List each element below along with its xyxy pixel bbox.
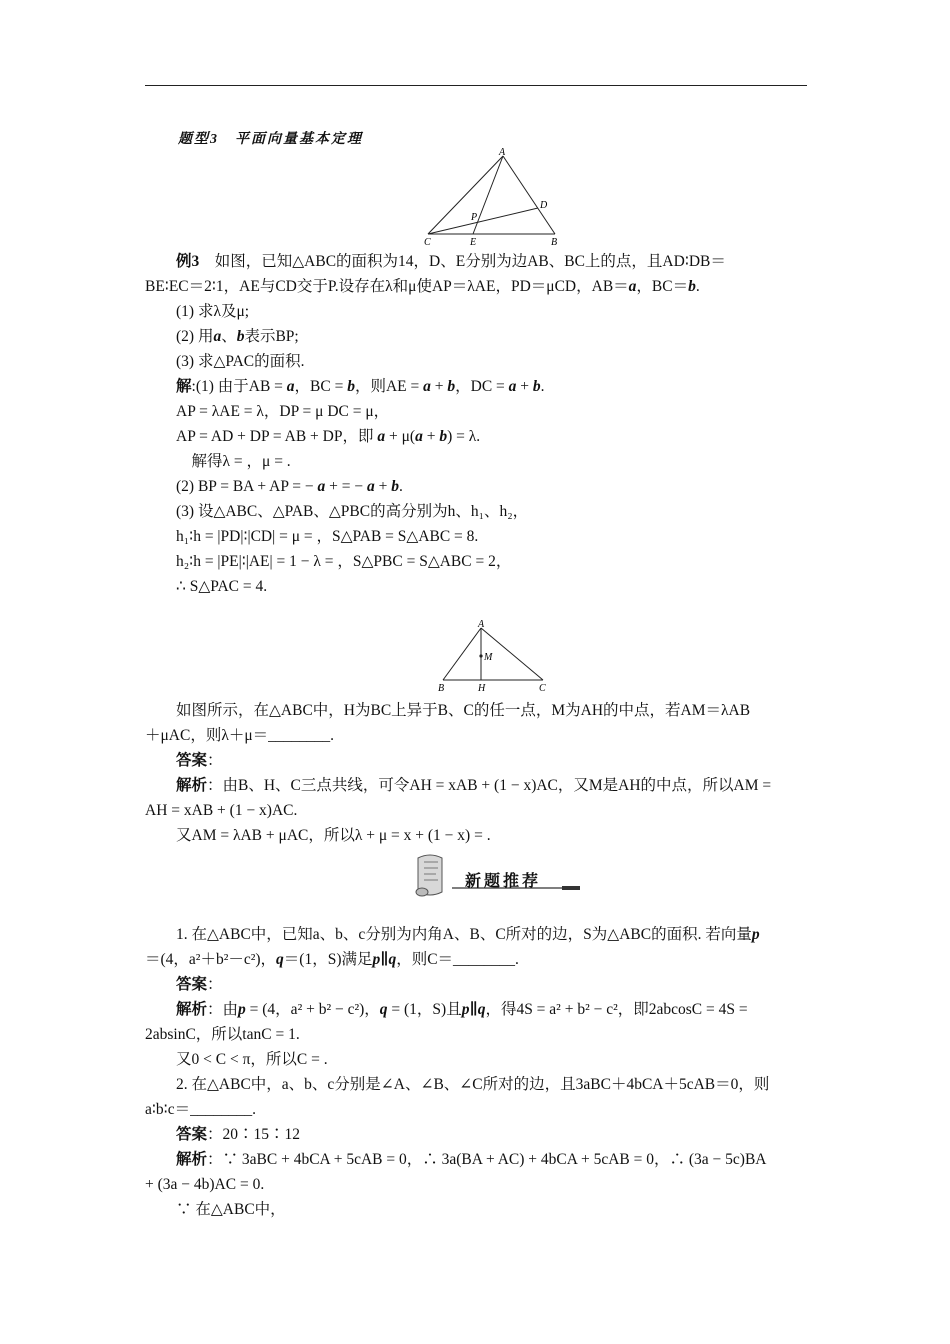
label-M: M [484, 652, 493, 663]
triangle-figure-1 [420, 146, 565, 250]
solution-line7: h₁∶h = |PD|∶|CD| = μ = ，S△PAB = S△ABC = 8. [176, 528, 479, 545]
new1-analysis-line2: 2absinC，所以tanC = 1. [145, 1026, 300, 1043]
question-2: (2) 用a、b表示BP; [176, 328, 299, 345]
label-A2: A [478, 619, 485, 630]
problem2-line1: 如图所示，在△ABC中，H为BC上异于B、C的任一点，M为AH的中点，若AM＝λAB [176, 702, 751, 719]
label-D: D [540, 200, 548, 211]
problem2-analysis-line3: 又AM = λAB + μAC，所以λ + μ = x + (1 − x) = . [176, 827, 491, 844]
label-C2: C [539, 683, 546, 694]
question-1: (1) 求λ及μ; [176, 303, 250, 320]
new2-answer: 答案：20∶15∶12 [176, 1126, 301, 1143]
new1-line2: ＝(4，a²＋b²－c²)，q＝(1，S)满足p∥q，则C＝________. [145, 951, 519, 968]
solution-line1: 解:(1) 由于AB = a，BC = b，则AE = a + b，DC = a + b. [176, 378, 545, 395]
new2-line2: a∶b∶c＝________. [145, 1101, 256, 1118]
problem2-line2: ＋μAC，则λ＋μ＝________. [145, 727, 335, 744]
solution-line2: AP = λAE = λ，DP = μ DC = μ， [176, 403, 390, 420]
new1-analysis-line3: 又0 < C < π，所以C = . [176, 1051, 328, 1068]
section-heading: 题型3 平面向量基本定理 [178, 132, 363, 147]
banner-title: 新题推荐 [465, 871, 542, 890]
new2-line1: 2. 在△ABC中，a、b、c分别是∠A、∠B、∠C所对的边，且3aBC＋4bCA＋5cAB＝0，则 [176, 1076, 770, 1093]
new2-analysis-line3: ∵ 在△ABC中， [176, 1201, 286, 1218]
label-P: P [471, 212, 478, 223]
solution-line5: (2) BP = BA + AP = − a + = − a + b. [176, 478, 403, 495]
new1-answer: 答案： [176, 976, 223, 993]
solution-line6: (3) 设△ABC、△PAB、△PBC的高分别为h、h₁、h₂， [176, 503, 529, 520]
new1-line1: 1. 在△ABC中，已知a、b、c分别为内角A、B、C所对的边，S为△ABC的面积. 若向量p [176, 926, 760, 943]
example3-line2: BE∶EC＝2∶1，AE与CD交于P.设存在λ和μ使AP＝λAE，PD＝μCD，AB＝a，BC＝b. [145, 278, 700, 295]
label-E: E [470, 237, 477, 248]
problem2-analysis-line2: AH = xAB + (1 − x)AC. [145, 802, 298, 819]
new1-analysis-line1: 解析：由p = (4，a² + b² − c²)，q = (1，S)且p∥q，得4S = a² + b² − c²，即2abcosC = 4S = [176, 1001, 748, 1018]
example3-line1: 例3 如图，已知△ABC的面积为14，D、E分别为边AB、BC上的点，且AD∶DB＝ [176, 253, 726, 270]
example-tag: 例3 [176, 253, 200, 270]
solution-line3: AP = AD + DP = AB + DP，即 a + μ(a + b) = λ. [176, 428, 481, 445]
solution-line9: ∴ S△PAC = 4. [176, 578, 268, 595]
new2-analysis-line1: 解析：∵ 3aBC + 4bCA + 5cAB = 0，∴ 3a(BA + AC) + 4bCA + 5cAB = 0，∴ (3a − 5c)BA [176, 1151, 767, 1168]
question-3: (3) 求△PAC的面积. [176, 353, 305, 370]
header-rule [145, 85, 807, 86]
solution-line4: 解得λ = ，μ = . [176, 453, 291, 470]
problem2-analysis-line1: 解析：由B、H、C三点共线，可令AH = xAB + (1 − x)AC，又M是AH的中点，所以AM = [176, 777, 772, 794]
label-C: C [424, 237, 431, 248]
solution-line8: h₂∶h = |PE|∶|AE| = 1 − λ = ，S△PBC = S△ABC = 2， [176, 553, 512, 570]
label-B: B [551, 237, 558, 248]
new2-analysis-line2: + (3a − 4b)AC = 0. [145, 1176, 265, 1193]
triangle-figure-2 [433, 618, 553, 696]
label-B2: B [438, 683, 445, 694]
label-A: A [499, 147, 506, 158]
problem2-answer: 答案： [176, 752, 223, 769]
label-H: H [478, 683, 486, 694]
